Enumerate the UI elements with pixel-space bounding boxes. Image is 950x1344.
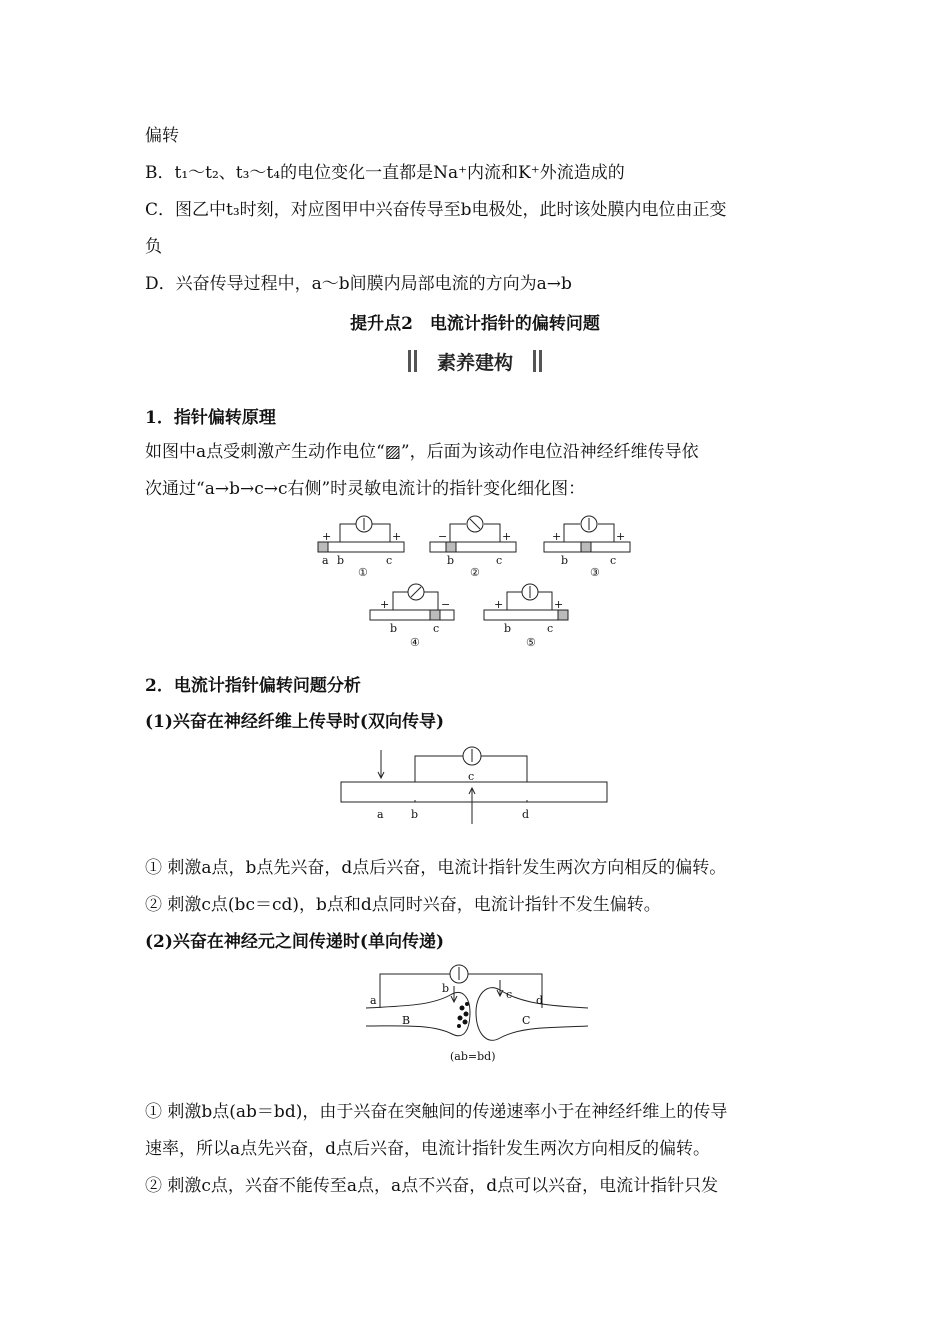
fig1-p3-plus1: + [552, 530, 562, 543]
fig1-p1-a: a [322, 554, 329, 567]
fig1-p4-minus: − [441, 598, 451, 611]
fig1-p1-c: c [386, 554, 393, 567]
sub1-item1: ① 刺激a点，b点先兴奋，d点后兴奋，电流计指针发生两次方向相反的偏转。 [145, 858, 727, 878]
fig2-b: b [411, 808, 419, 821]
sub1-item2: ② 刺激c点(bc＝cd)，b点和d点同时兴奋，电流计指针不发生偏转。 [145, 895, 661, 915]
fig1-p4-plus: + [380, 598, 390, 611]
synapse-figure [362, 960, 592, 1066]
deflection-figure [300, 508, 650, 654]
fig1-num3: ③ [590, 566, 600, 579]
sub2-item2-line1: ② 刺激c点，兴奋不能传至a点，a点不兴奋，d点可以兴奋，电流计指针只发 [145, 1176, 719, 1196]
fig1-p2-b: b [447, 554, 455, 567]
fig1-p5-c: c [547, 622, 554, 635]
section-banner [408, 348, 542, 374]
part2-sub2: (2)兴奋在神经元之间传递时(单向传递) [145, 932, 445, 952]
fig1-p1-plus1: + [322, 530, 332, 543]
fig1-p3-plus2: + [616, 530, 626, 543]
fig1-p2-c: c [496, 554, 503, 567]
fig1-p5-plus2: + [554, 598, 564, 611]
fig2-a: a [377, 808, 384, 821]
fig1-num2: ② [470, 566, 480, 579]
fig1-num5: ⑤ [526, 636, 536, 649]
part1-text-line1: 如图中a点受刺激产生动作电位“▨”，后面为该动作电位沿神经纤维传导依 [145, 442, 699, 462]
section-heading: 提升点2 电流计指针的偏转问题 [350, 314, 600, 334]
part2-title: 2．电流计指针偏转问题分析 [145, 676, 361, 696]
fig3-b: b [442, 982, 450, 995]
fig1-p4-b: b [390, 622, 398, 635]
part1-text-line2: 次通过“a→b→c→c右侧”时灵敏电流计的指针变化细化图： [145, 479, 586, 499]
fig3-neuron-c: C [522, 1014, 531, 1027]
fig1-p1-plus2: + [392, 530, 402, 543]
question-line-0: 偏转 [145, 126, 179, 146]
fig3-d: d [536, 994, 544, 1007]
fiber-figure [335, 742, 615, 828]
option-b: B．t₁～t₂、t₃～t₄的电位变化一直都是Na⁺内流和K⁺外流造成的 [145, 163, 625, 183]
sub2-item1-line2: 速率，所以a点先兴奋，d点后兴奋，电流计指针发生两次方向相反的偏转。 [145, 1139, 711, 1159]
fig1-p3-c: c [610, 554, 617, 567]
sub2-item1-line1: ① 刺激b点(ab＝bd)，由于兴奋在突触间的传递速率小于在神经纤维上的传导 [145, 1102, 728, 1122]
fig2-c: c [468, 770, 475, 783]
fig3-neuron-b: B [402, 1014, 411, 1027]
fig1-p4-c: c [433, 622, 440, 635]
part1-title: 1．指针偏转原理 [145, 408, 276, 428]
fig1-p1-b: b [337, 554, 345, 567]
fig3-c: c [506, 988, 513, 1001]
fig1-num1: ① [358, 566, 368, 579]
fig1-p5-b: b [504, 622, 512, 635]
fig2-d: d [522, 808, 530, 821]
fig1-p3-b: b [561, 554, 569, 567]
banner-title: 素养建构 [436, 352, 513, 374]
fig1-num4: ④ [410, 636, 420, 649]
part2-sub1: (1)兴奋在神经纤维上传导时(双向传导) [145, 712, 445, 732]
option-c-line1: C．图乙中t₃时刻，对应图甲中兴奋传导至b电极处，此时该处膜内电位由正变 [145, 200, 727, 220]
fig1-p2-plus: + [502, 530, 512, 543]
fig1-p5-plus1: + [494, 598, 504, 611]
fig3-caption: (ab=bd) [450, 1050, 496, 1063]
fig1-p2-minus: − [438, 530, 448, 543]
option-c-line2: 负 [145, 237, 162, 257]
option-d: D．兴奋传导过程中，a～b间膜内局部电流的方向为a→b [145, 274, 572, 294]
fig3-a: a [370, 994, 377, 1007]
